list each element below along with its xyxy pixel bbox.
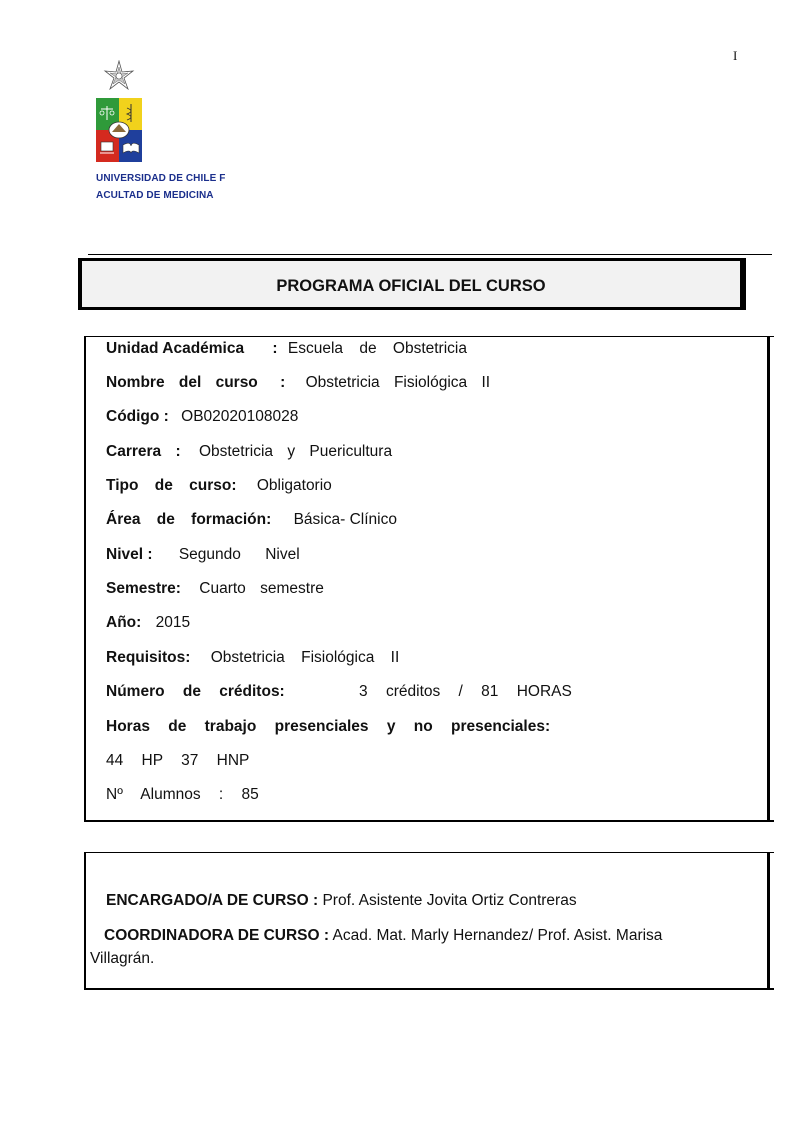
row-requisitos: Requisitos: Obstetricia Fisiológica II <box>106 649 400 666</box>
row-horas-trabajo: Horas de trabajo presenciales y no presenciales: <box>106 718 551 735</box>
coordinadora-value-cont: Villagrán. <box>90 950 155 967</box>
row-coordinadora-cont <box>90 950 154 968</box>
row-coordinadora <box>104 927 662 945</box>
institution-name-line2: ACULTAD DE MEDICINA <box>96 190 214 201</box>
document-title: PROGRAMA OFICIAL DEL CURSO <box>276 277 546 295</box>
coordinadora-value: Acad. Mat. Marly Hernandez/ Prof. Asist. Marisa <box>332 927 663 944</box>
university-crest-logo <box>92 60 146 165</box>
encargado-value: Prof. Asistente Jovita Ortiz Contreras <box>322 892 577 909</box>
row-numero-alumnos: Nº Alumnos : 85 <box>106 786 259 803</box>
row-tipo-curso: Tipo de curso: Obligatorio <box>106 477 332 494</box>
header-rule <box>88 254 772 255</box>
row-horas-valor: 44 HP 37 HNP <box>106 752 250 769</box>
row-semestre: Semestre: Cuarto semestre <box>106 580 324 597</box>
row-carrera: Carrera : Obstetricia y Puericultura <box>106 443 393 460</box>
row-anio: Año: 2015 <box>106 614 191 631</box>
encargado-label: ENCARGADO/A DE CURSO : <box>106 892 319 909</box>
row-area-formacion: Área de formación: Básica- Clínico <box>106 511 397 528</box>
row-creditos: Número de créditos: 3 créditos / 81 HORAS <box>106 683 572 700</box>
institution-name-line1: UNIVERSIDAD DE CHILE F <box>96 173 226 184</box>
title-box <box>78 258 746 310</box>
page-number: I <box>733 48 738 63</box>
coordinadora-label: COORDINADORA DE CURSO : <box>104 927 330 944</box>
row-unidad-academica: Unidad Académica : Escuela de Obstetricia <box>106 340 467 357</box>
row-encargado <box>106 892 577 910</box>
row-codigo: Código : OB02020108028 <box>106 408 299 425</box>
row-nombre-curso: Nombre del curso : Obstetricia Fisiológica II <box>106 374 491 391</box>
staff-box <box>84 852 774 990</box>
row-nivel: Nivel : Segundo Nivel <box>106 546 300 563</box>
